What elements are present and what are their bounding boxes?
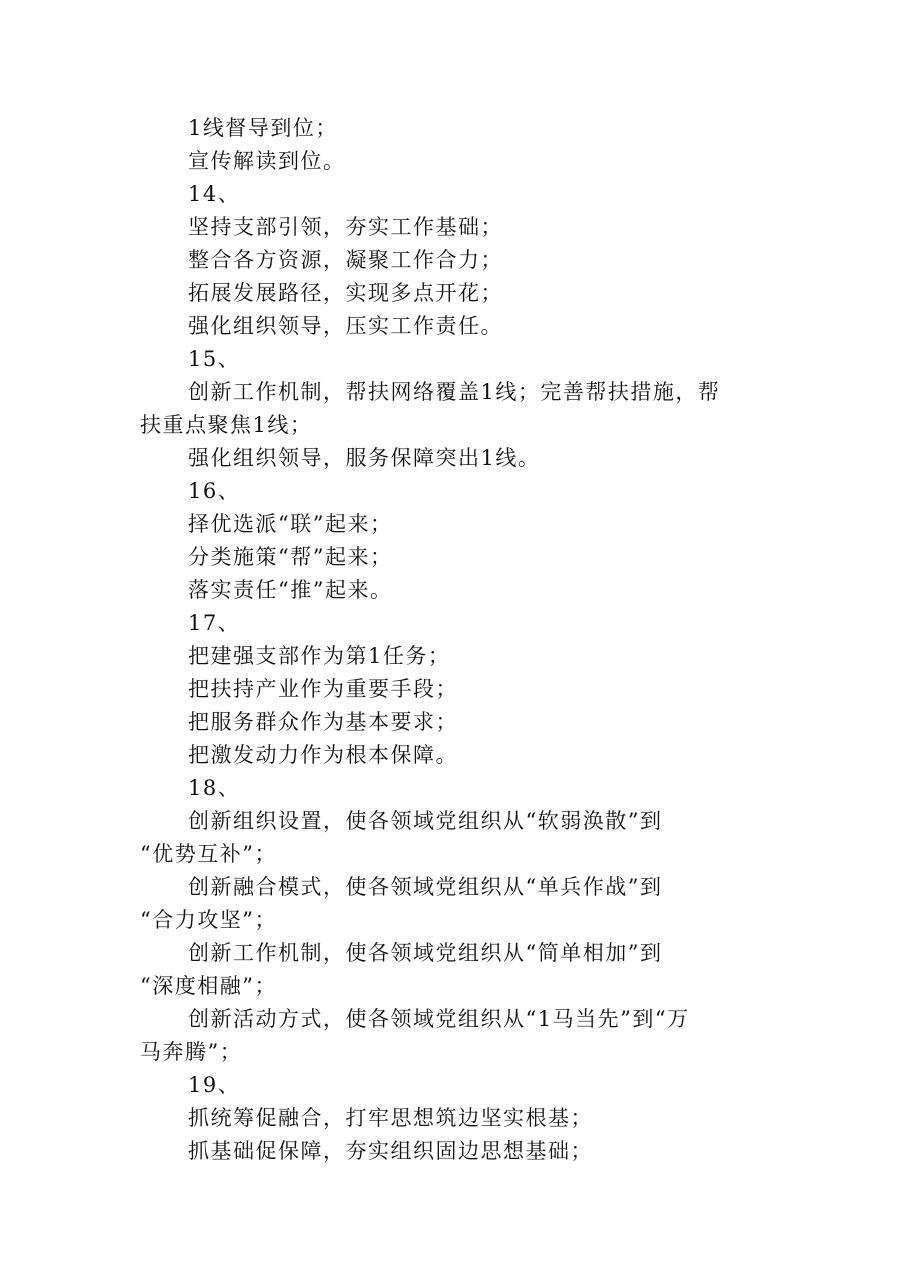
section-number: 17、 — [188, 611, 241, 635]
text-line: 整合各方资源，凝聚工作合力； — [188, 248, 503, 272]
text-line: 扶重点聚焦1线； — [140, 413, 313, 437]
text-line: 把激发动力作为根本保障。 — [188, 743, 458, 767]
text-line: 落实责任“推”起来。 — [188, 578, 393, 602]
section-number: 15、 — [188, 347, 241, 371]
text-line: 把建强支部作为第1任务； — [188, 644, 451, 668]
text-line: 强化组织领导，压实工作责任。 — [188, 314, 503, 338]
section-number: 16、 — [188, 479, 241, 503]
text-line: 马奔腾”； — [140, 1040, 243, 1064]
text-line: 创新活动方式，使各领域党组织从“1马当先”到“万 — [188, 1007, 690, 1031]
text-line: “深度相融”； — [140, 974, 277, 998]
text-line: “优势互补”； — [140, 842, 277, 866]
text-line: 拓展发展路径，实现多点开花； — [188, 281, 503, 305]
text-line: 宣传解读到位。 — [188, 149, 346, 173]
text-line: 创新组织设置，使各领域党组织从“软弱涣散”到 — [188, 809, 663, 833]
section-number: 19、 — [188, 1073, 241, 1097]
section-number: 14、 — [188, 182, 241, 206]
text-line: 抓基础促保障，夯实组织固边思想基础； — [188, 1139, 593, 1163]
text-line: 择优选派“联”起来； — [188, 512, 393, 536]
text-line: 1线督导到位； — [188, 116, 338, 140]
text-line: 坚持支部引领，夯实工作基础； — [188, 215, 503, 239]
text-line: 把扶持产业作为重要手段； — [188, 677, 458, 701]
text-line: 抓统筹促融合，打牢思想筑边坚实根基； — [188, 1106, 593, 1130]
text-line: 强化组织领导，服务保障突出1线。 — [188, 446, 541, 470]
text-line: 创新融合模式，使各领域党组织从“单兵作战”到 — [188, 875, 663, 899]
text-line: 创新工作机制，帮扶网络覆盖1线；完善帮扶措施，帮 — [188, 380, 721, 404]
text-line: “合力攻坚”； — [140, 908, 277, 932]
text-line: 分类施策“帮”起来； — [188, 545, 393, 569]
text-line: 创新工作机制，使各领域党组织从“简单相加”到 — [188, 941, 663, 965]
text-line: 把服务群众作为基本要求； — [188, 710, 458, 734]
section-number: 18、 — [188, 776, 241, 800]
